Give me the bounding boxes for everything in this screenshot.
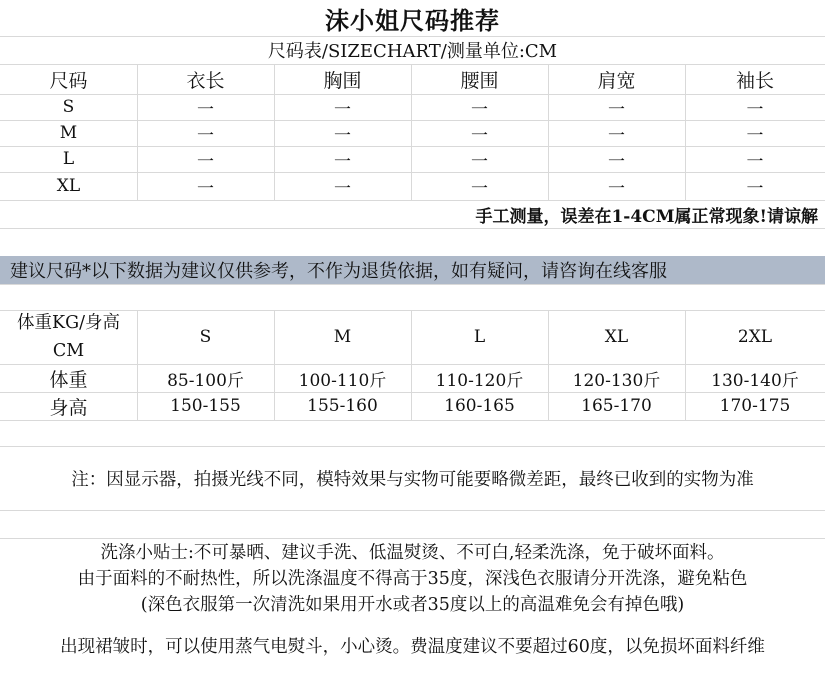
value-cell: 一 xyxy=(608,125,625,146)
header-waist: 腰围 xyxy=(460,69,499,92)
weight-cell: 85-100斤 xyxy=(167,370,244,391)
height-cell: 160-165 xyxy=(444,396,515,416)
height-label: 身高 xyxy=(49,396,88,419)
recommend-size: M xyxy=(333,327,352,347)
weight-height-header: 体重KG/身高CM xyxy=(17,313,120,361)
size-cell: M xyxy=(59,123,78,143)
recommend-size: XL xyxy=(604,327,629,347)
value-cell: 一 xyxy=(608,178,625,199)
value-cell: 一 xyxy=(197,125,214,146)
value-cell: 一 xyxy=(334,125,351,146)
size-cell: L xyxy=(62,149,75,169)
display-note: 注：因显示器，拍摄光线不同，模特效果与实物可能要略微差距，最终已收到的实物为准 xyxy=(71,470,754,490)
recommend-size: S xyxy=(199,327,212,347)
value-cell: 一 xyxy=(334,99,351,120)
header-shoulder: 肩宽 xyxy=(597,69,636,92)
value-cell: 一 xyxy=(334,178,351,199)
care-tip: 由于面料的不耐热性，所以洗涤温度不得高于35度，深浅色衣服请分开洗涤，避免粘色 xyxy=(77,569,748,589)
weight-cell: 120-130斤 xyxy=(572,370,661,391)
value-cell: 一 xyxy=(471,151,488,172)
recommend-size: L xyxy=(473,327,486,347)
value-cell: 一 xyxy=(471,99,488,120)
value-cell: 一 xyxy=(746,99,764,120)
care-tip: (深色衣服第一次清洗如果用开水或者35度以上的高温难免会有掉色哦) xyxy=(140,595,685,615)
weight-label: 体重 xyxy=(49,368,88,391)
size-cell: S xyxy=(62,97,75,117)
recommend-banner: 建议尺码*以下数据为建议仅供参考，不作为退货依据，如有疑问，请咨询在线客服 xyxy=(10,261,667,282)
page-title: 沫小姐尺码推荐 xyxy=(325,5,500,35)
care-tip: 出现裙皱时，可以使用蒸气电熨斗，小心烫。费温度建议不要超过60度，以免损坏面料纤维 xyxy=(60,637,765,657)
value-cell: 一 xyxy=(746,178,764,199)
value-cell: 一 xyxy=(608,151,625,172)
recommend-size: 2XL xyxy=(737,327,773,347)
value-cell: 一 xyxy=(746,151,764,172)
weight-cell: 130-140斤 xyxy=(711,370,799,391)
value-cell: 一 xyxy=(197,151,214,172)
care-tip: 洗涤小贴士:不可暴晒、建议手洗、低温熨烫、不可白,轻柔洗涤，免于破坏面料。 xyxy=(100,543,725,563)
page-subtitle: 尺码表/SIZECHART/测量单位:CM xyxy=(267,41,558,62)
value-cell: 一 xyxy=(471,178,488,199)
header-length: 衣长 xyxy=(186,69,225,92)
header-chest: 胸围 xyxy=(323,69,362,92)
weight-cell: 100-110斤 xyxy=(298,370,387,391)
size-cell: XL xyxy=(56,176,81,196)
value-cell: 一 xyxy=(197,178,214,199)
value-cell: 一 xyxy=(334,151,351,172)
value-cell: 一 xyxy=(197,99,214,120)
header-sleeve: 袖长 xyxy=(735,69,774,92)
height-cell: 155-160 xyxy=(307,396,378,416)
value-cell: 一 xyxy=(746,125,764,146)
value-cell: 一 xyxy=(471,125,488,146)
value-cell: 一 xyxy=(608,99,625,120)
height-cell: 165-170 xyxy=(581,396,652,416)
measurement-note: 手工测量，误差在1-4CM属正常现象!请谅解 xyxy=(475,206,818,227)
height-cell: 170-175 xyxy=(719,396,791,416)
weight-cell: 110-120斤 xyxy=(435,370,524,391)
height-cell: 150-155 xyxy=(170,396,241,416)
header-size: 尺码 xyxy=(49,69,88,92)
